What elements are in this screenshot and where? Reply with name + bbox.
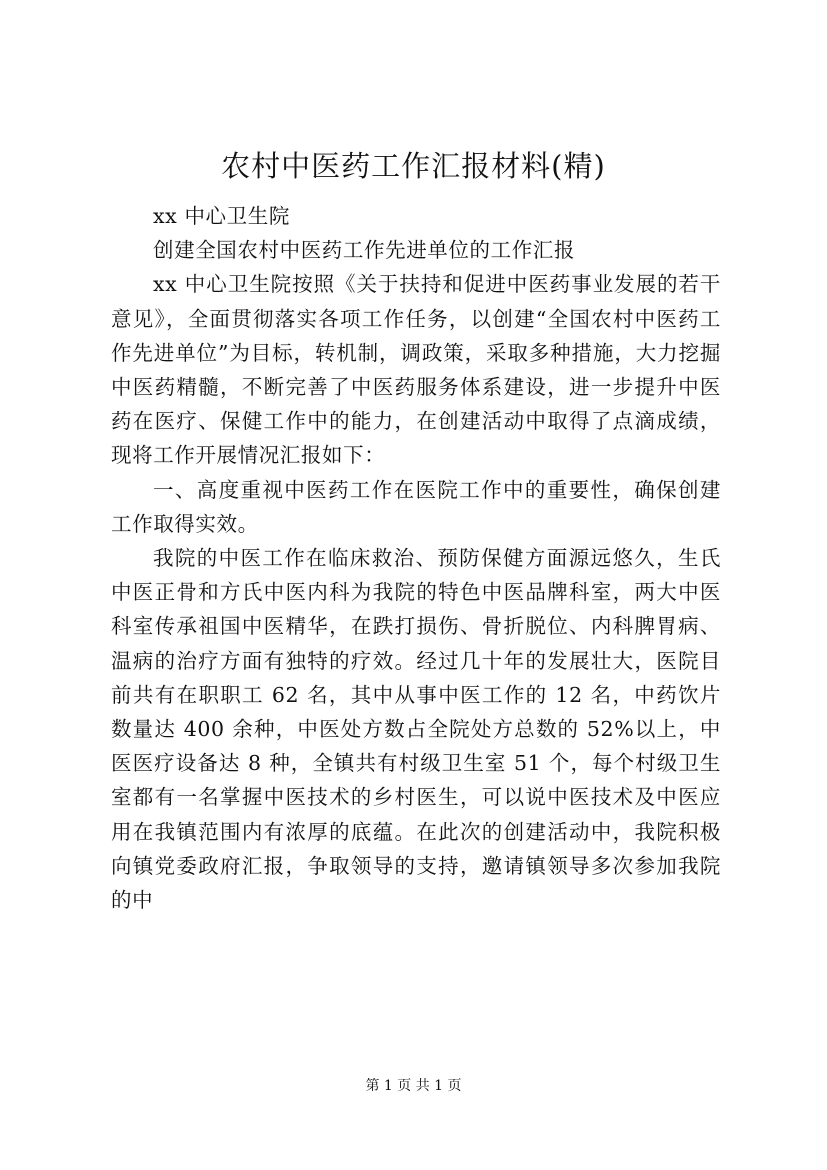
document-body	[111, 199, 721, 917]
document-title: 农村中医药工作汇报材料(精)	[221, 149, 606, 183]
paragraph-hospital-details: 我院的中医工作在临床救治、预防保健方面源远悠久，生氏中医正骨和方氏中医内科为我院的特色中医品牌科室，两大中医科室传承祖国中医精华，在跌打损伤、骨折脱位、内科脾胃病、温病的治疗方面有独特的疗效。经过几十年的发展壮大，医院目前共有在职职工 62 名，其中从事中医工作的 12 名，中药饮片数量达 400 余种，中医处方数占全院处方总数的 52%以上，中医医疗设备达 8 种，全镇共有村级卫生室 51 个，每个村级卫生室都有一名掌握中医技术的乡村医生，可以说中医技术及中医应用在我镇范围内有浓厚的底蕴。在此次的创建活动中，我院积极向镇党委政府汇报，争取领导的支持，邀请镇领导多次参加我院的中	[111, 546, 721, 913]
paragraph-hospital-name: xx 中心卫生院	[153, 204, 290, 228]
paragraph-report-subtitle: 创建全国农村中医药工作先进单位的工作汇报	[153, 238, 575, 263]
paragraph-section-heading: 一、高度重视中医药工作在医院工作中的重要性，确保创建工作取得实效。	[111, 477, 721, 536]
paragraph-introduction: xx 中心卫生院按照《关于扶持和促进中医药事业发展的若干意见》，全面贯彻落实各项工作任务，以创建“全国农村中医药工作先进单位”为目标，转机制，调政策，采取多种措施，大力挖掘中医药精髓，不断完善了中医药服务体系建设，进一步提升中医药在医疗、保健工作中的能力，在创建活动中取得了点滴成绩，现将工作开展情况汇报如下：	[111, 272, 721, 468]
page-footer: 第 1 页 共 1 页	[365, 1078, 462, 1094]
